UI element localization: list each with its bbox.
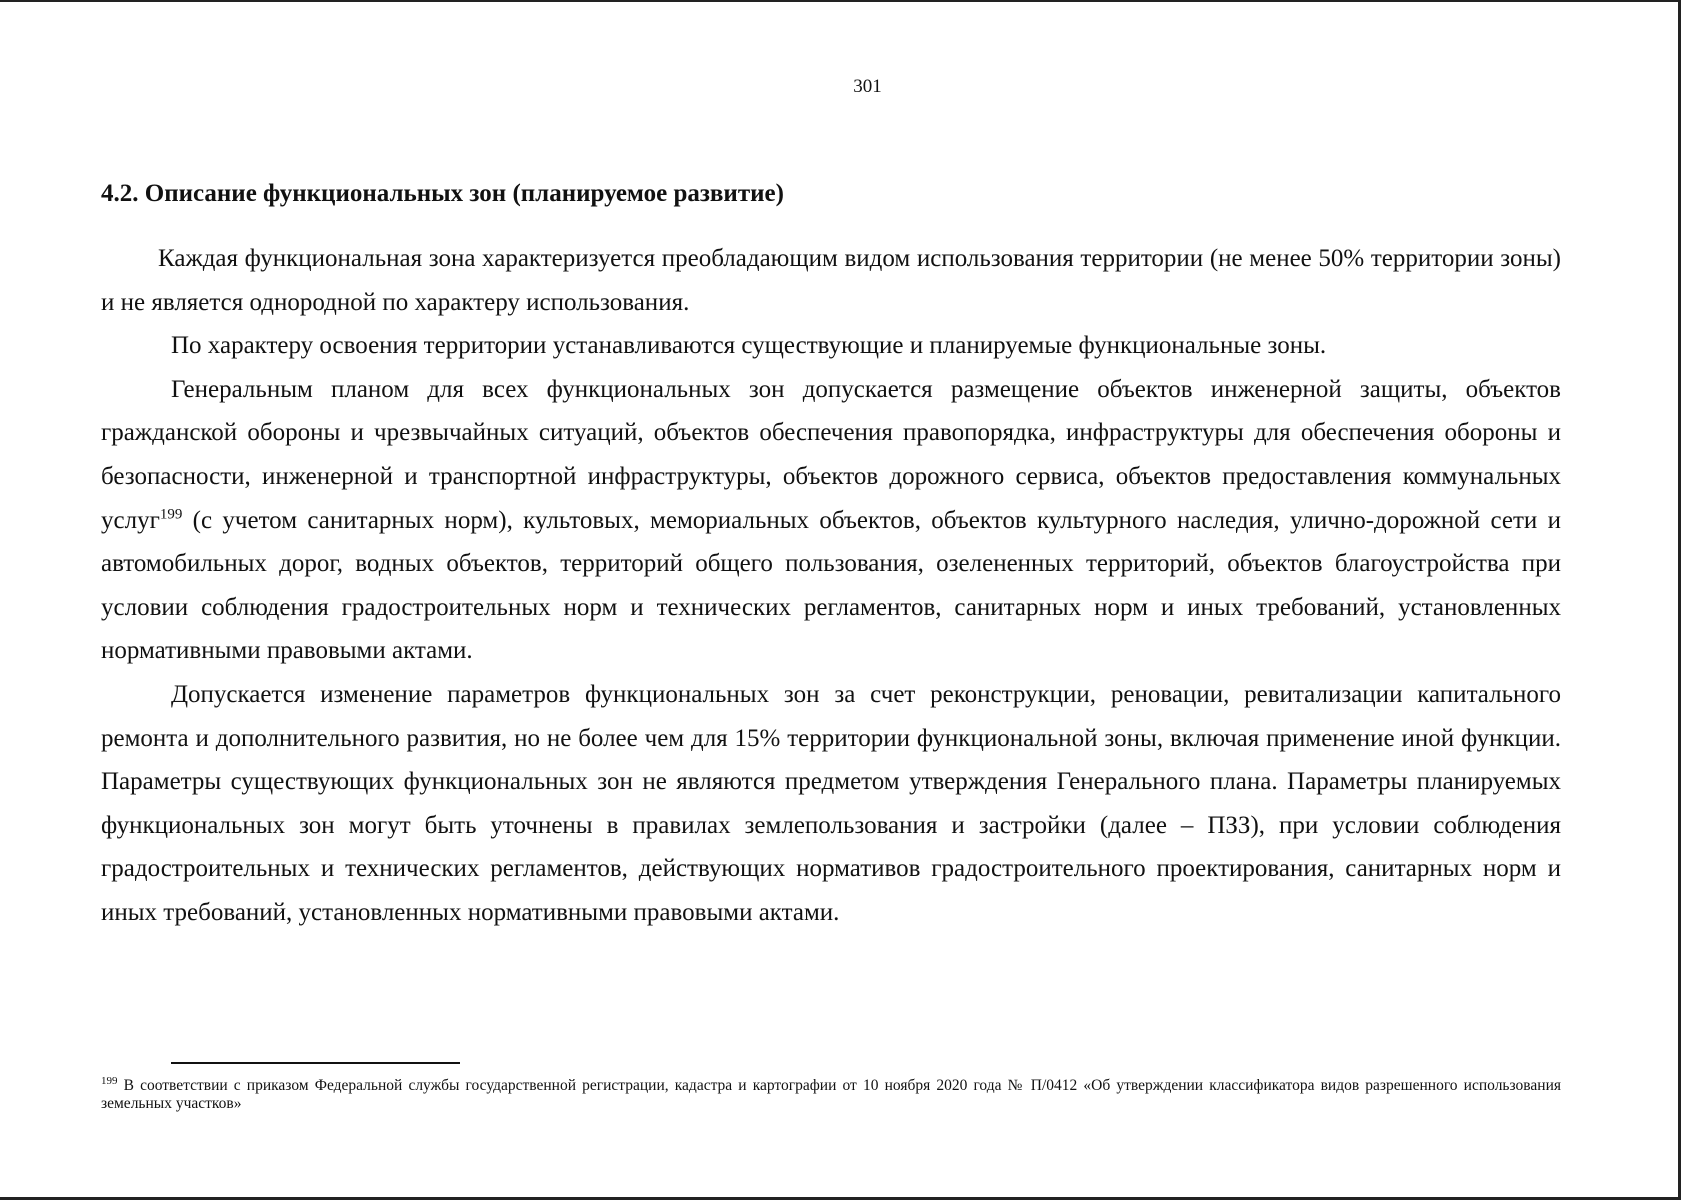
paragraph-zone-characteristics: Каждая функциональная зона характеризуется преобладающим видом использования территории (не менее 50% территории зоны) и не является однородной по характеру использования. [101,245,1561,316]
paragraph-zone-development: По характеру освоения территории устанавливаются существующие и планируемые функциональные зоны. [171,332,1327,360]
paragraph-permitted-objects-text-end: (с учетом санитарных норм), культовых, мемориальных объектов, объектов культурного наследия, улично-дорожной сети и автомобильных дорог, водных объектов, территорий общего пользования, озелененных территорий, объектов благоустройства при условии соблюдения градостроительных норм и технических регламентов, санитарных норм и иных требований, установленных нормативными правовыми актами. [101,506,1561,665]
paragraph-parameter-changes: Допускается изменение параметров функциональных зон за счет реконструкции, реновации, ревитализации капитального ремонта и дополнительного развития, но не более чем для 15% территории функциональной зоны, включая применение иной функции. Параметры существующих функциональных зон не являются предметом утверждения Генерального плана. Параметры планируемых функциональных зон могут быть уточнены в правилах землепользования и застройки (далее – ПЗЗ), при условии соблюдения градостроительных и технических регламентов, действующих нормативов градостроительного проектирования, санитарных норм и иных требований, установленных нормативными правовыми актами. [101,680,1561,926]
section-heading: 4.2. Описание функциональных зон (планируемое развитие) [101,180,784,207]
paragraph-permitted-objects-text-start: Генеральным планом для всех функциональных зон допускается размещение объектов инженерной защиты, объектов гражданской обороны и чрезвычайных ситуаций, объектов обеспечения правопорядка, инфраструктуры для обеспечения обороны и безопасности, инженерной и транспортной инфраструктуры, объектов дорожного сервиса, объектов предоставления коммунальных услуг [101,375,1561,534]
page-border-top [0,0,1681,2]
footnote-reference[interactable]: 199 [159,506,183,523]
footnote [101,1074,1561,1113]
page-number: 301 [853,76,882,97]
footnote-separator [171,1062,460,1064]
document-body [101,237,1561,935]
paragraph-permitted-objects [101,368,1561,673]
footnote-text: В соответствии с приказом Федеральной службы государственной регистрации, кадастра и картографии от 10 ноября 2020 года № П/0412 «Об утверждении классификатора видов разрешенного использования земельных участков» [101,1077,1561,1112]
footnote-number: 199 [101,1074,118,1087]
